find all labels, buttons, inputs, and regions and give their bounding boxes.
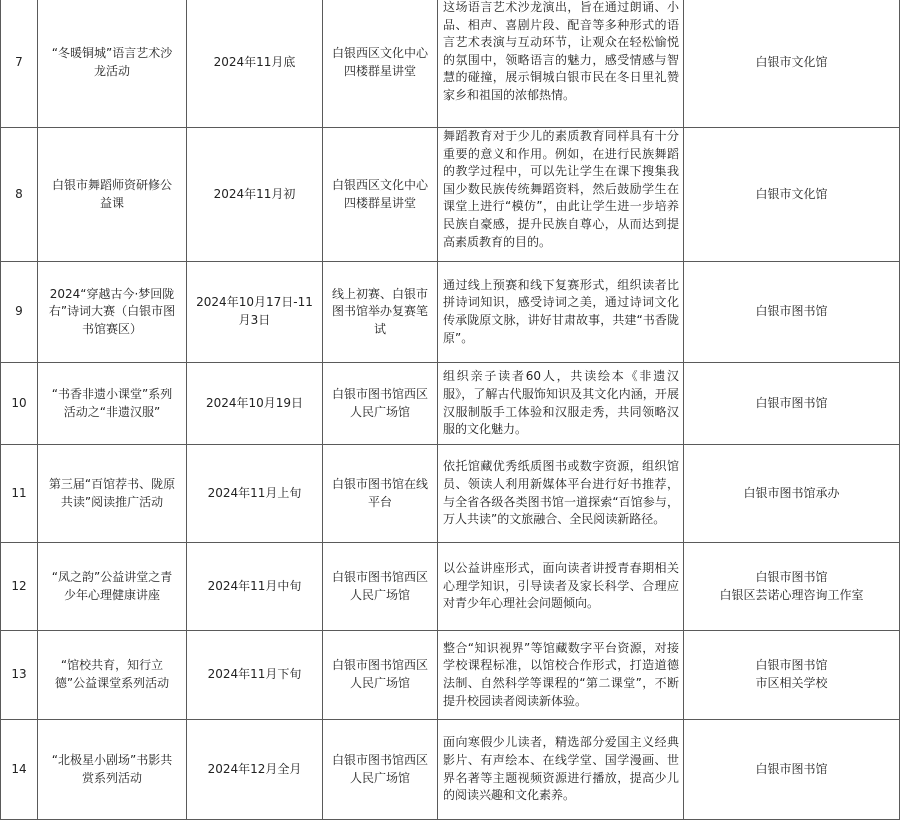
activity-name: “凤之韵”公益讲堂之青少年心理健康讲座 xyxy=(38,543,187,631)
organizer-line: 白银市图书馆 xyxy=(755,658,828,673)
activity-time: 2024年11月下旬 xyxy=(187,631,323,720)
activity-place: 白银市图书馆在线平台 xyxy=(323,445,438,543)
row-number: 8 xyxy=(1,128,38,262)
activity-description-text: 这场语言艺术沙龙演出，旨在通过朗诵、小品、相声、喜剧片段、配音等多种形式的语言艺术表演与互动环节，让观众在轻松愉悦的氛围中，领略语言的魅力，感受情感与智慧的碰撞，展示铜城白银市民在冬日里礼赞家乡和祖国的浓郁热情。 xyxy=(443,0,679,102)
activity-organizer xyxy=(684,543,900,631)
table-row xyxy=(1,543,900,631)
activity-description xyxy=(438,445,684,543)
activity-description xyxy=(438,363,684,445)
activity-description-text: 舞蹈教育对于少儿的素质教育同样具有十分重要的意义和作用。例如，在进行民族舞蹈的教学过程中，可以先让学生在课下搜集我国少数民族传统舞蹈资料，然后鼓励学生在课堂上进行“模仿”，由此让学生进一步培养民族自豪感，提升民族自尊心，从而达到提高素质教育的目的。 xyxy=(443,129,679,249)
organizer-line: 白银区芸诺心理咨询工作室 xyxy=(719,587,864,602)
row-number: 14 xyxy=(1,720,38,820)
activity-place: 白银市图书馆西区人民广场馆 xyxy=(323,363,438,445)
organizer-line: 白银市图书馆 xyxy=(755,569,828,584)
row-number: 10 xyxy=(1,363,38,445)
activity-time: 2024年12月全月 xyxy=(187,720,323,820)
table-row xyxy=(1,128,900,262)
activity-description xyxy=(438,543,684,631)
organizer-line: 白银市文化馆 xyxy=(755,186,828,201)
activity-organizer xyxy=(684,262,900,363)
activity-name: 2024“穿越古今·梦回陇右”诗词大赛（白银市图书馆赛区） xyxy=(38,262,187,363)
activity-description xyxy=(438,720,684,820)
organizer-line: 白银市图书馆承办 xyxy=(743,485,840,500)
row-number: 7 xyxy=(1,0,38,128)
activity-organizer xyxy=(684,128,900,262)
activity-organizer xyxy=(684,363,900,445)
table-row xyxy=(1,0,900,128)
organizer-line: 白银市文化馆 xyxy=(755,55,828,70)
table-row xyxy=(1,445,900,543)
activity-description-text: 依托馆藏优秀纸质图书或数字资源，组织馆员、领读人利用新媒体平台进行好书推荐，与全省各级各类图书馆一道探索“百馆参与，万人共读”的文旅融合、全民阅读新路径。 xyxy=(443,459,679,527)
activity-time: 2024年11月上旬 xyxy=(187,445,323,543)
activity-organizer xyxy=(684,631,900,720)
activity-name: “冬暖铜城”语言艺术沙龙活动 xyxy=(38,0,187,128)
activity-name: “北极星小剧场”书影共赏系列活动 xyxy=(38,720,187,820)
table-row xyxy=(1,720,900,820)
activity-description xyxy=(438,0,684,128)
activity-description-text: 整合“知识视界”等馆藏数字平台资源，对接学校课程标准，以馆校合作形式，打造道德法制、自然科学等课程的“第二课堂”，不断提升校园读者阅读新体验。 xyxy=(443,640,679,708)
table-row xyxy=(1,631,900,720)
activity-description-text: 组织亲子读者60人，共读绘本《非遗汉服》，了解古代服饰知识及其文化内涵，开展汉服制版手工体验和汉服走秀，共同领略汉服的文化魅力。 xyxy=(443,369,679,437)
activity-time: 2024年11月底 xyxy=(187,0,323,128)
activity-place: 白银西区文化中心四楼群星讲堂 xyxy=(323,0,438,128)
activity-description-text: 通过线上预赛和线下复赛形式，组织读者比拼诗词知识，感受诗词之美，通过诗词文化传承陇原文脉，讲好甘肃故事，共建“书香陇原”。 xyxy=(443,277,679,345)
activity-name: 第三届“百馆荐书、陇原共读”阅读推广活动 xyxy=(38,445,187,543)
row-number: 9 xyxy=(1,262,38,363)
organizer-line: 白银市图书馆 xyxy=(755,304,828,319)
activity-name: 白银市舞蹈师资研修公益课 xyxy=(38,128,187,262)
activity-place: 白银西区文化中心四楼群星讲堂 xyxy=(323,128,438,262)
row-number: 12 xyxy=(1,543,38,631)
activity-organizer xyxy=(684,445,900,543)
activity-description xyxy=(438,262,684,363)
activity-time: 2024年10月19日 xyxy=(187,363,323,445)
activity-description-text: 面向寒假少儿读者，精选部分爱国主义经典影片、有声绘本、在线学堂、国学漫画、世界名著等主题视频资源进行播放，提高少儿的阅读兴趣和文化素养。 xyxy=(443,735,679,803)
table-row xyxy=(1,262,900,363)
activity-place: 线上初赛、白银市图书馆举办复赛笔试 xyxy=(323,262,438,363)
activity-place: 白银市图书馆西区人民广场馆 xyxy=(323,543,438,631)
activity-name: “书香非遗小课堂”系列活动之“非遗汉服” xyxy=(38,363,187,445)
organizer-line: 市区相关学校 xyxy=(755,676,828,690)
activity-organizer xyxy=(684,0,900,128)
activity-time: 2024年11月初 xyxy=(187,128,323,262)
activity-table-body xyxy=(1,0,900,820)
activity-time: 2024年11月中旬 xyxy=(187,543,323,631)
organizer-line: 白银市图书馆 xyxy=(755,761,828,776)
activity-place: 白银市图书馆西区人民广场馆 xyxy=(323,720,438,820)
row-number: 13 xyxy=(1,631,38,720)
table-row xyxy=(1,363,900,445)
activity-name: “馆校共育，知行立德”公益课堂系列活动 xyxy=(38,631,187,720)
organizer-line: 白银市图书馆 xyxy=(755,395,828,410)
activity-time: 2024年10月17日-11月3日 xyxy=(187,262,323,363)
activity-description xyxy=(438,128,684,262)
activity-organizer xyxy=(684,720,900,820)
activity-place: 白银市图书馆西区人民广场馆 xyxy=(323,631,438,720)
row-number: 11 xyxy=(1,445,38,543)
activity-description xyxy=(438,631,684,720)
activity-description-text: 以公益讲座形式，面向读者讲授青春期相关心理学知识，引导读者及家长科学、合理应对青少年心理社会问题倾向。 xyxy=(443,561,679,611)
